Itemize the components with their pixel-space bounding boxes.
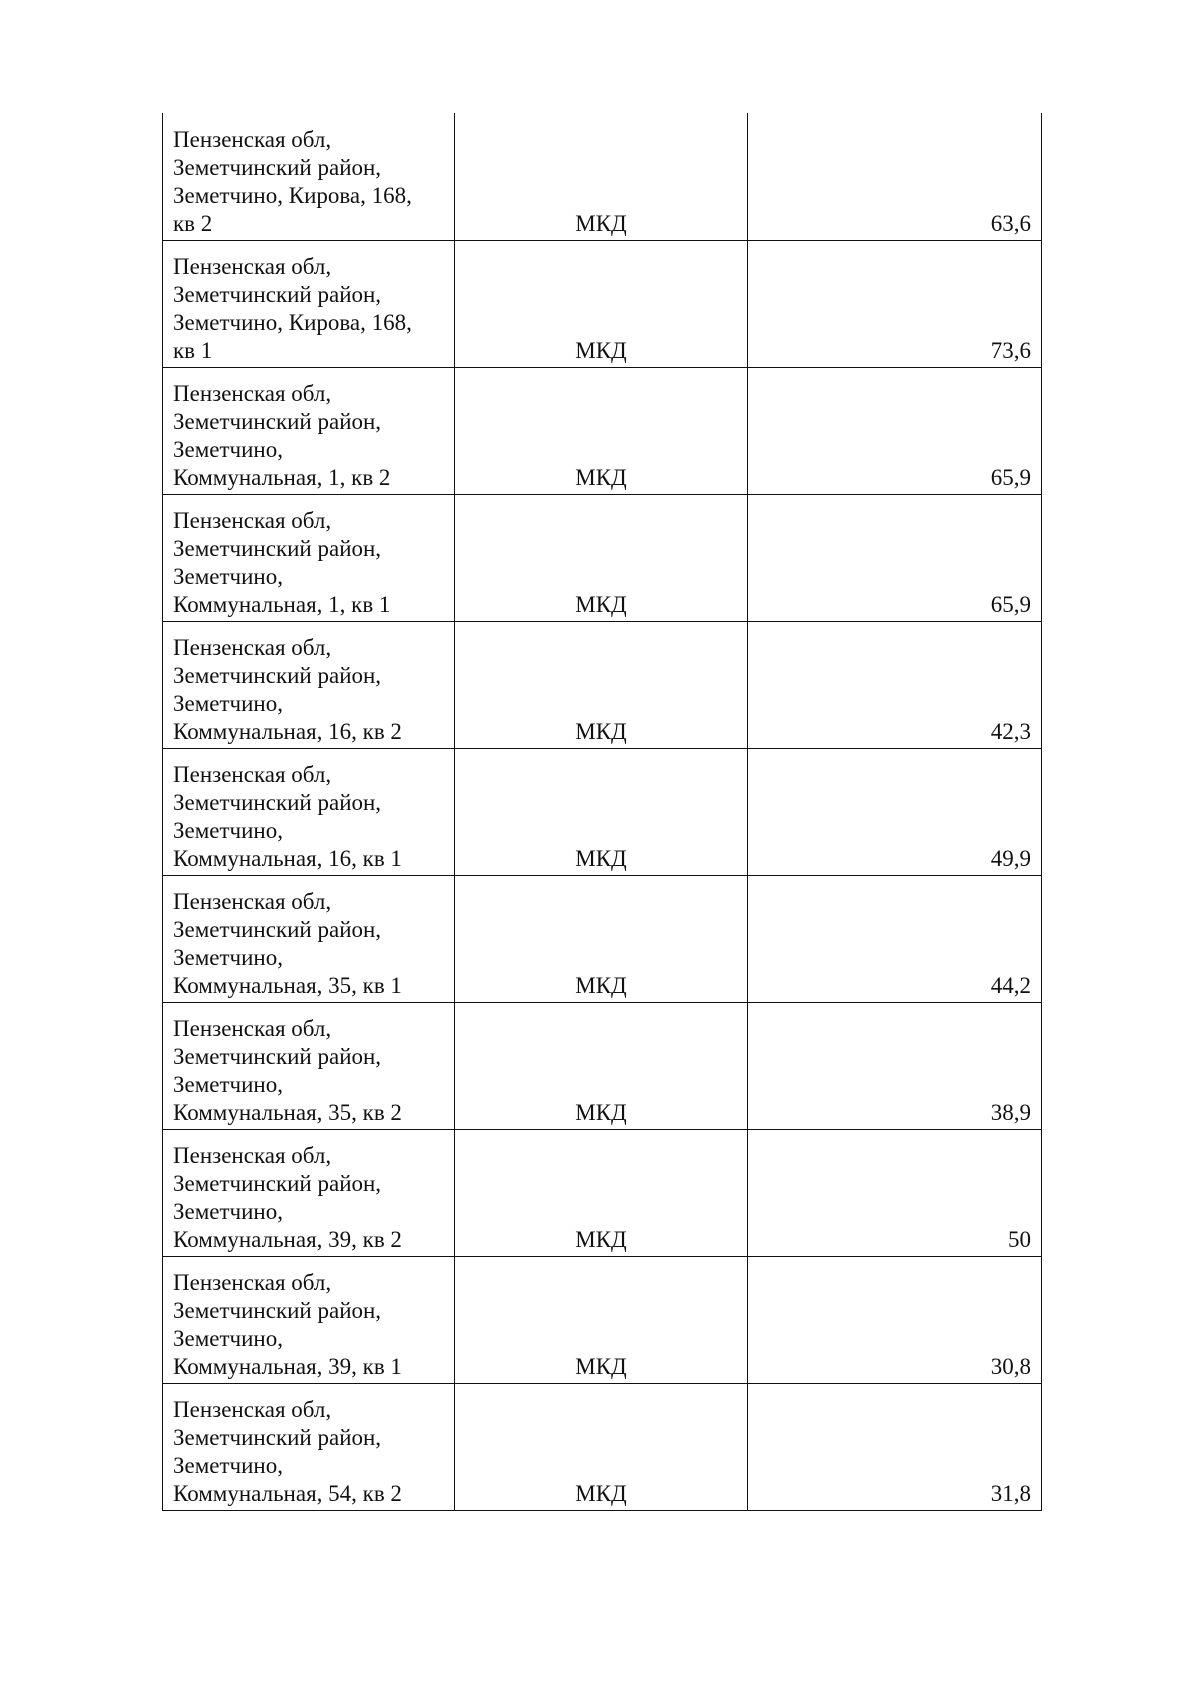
- address-line: Земетчинский район,: [173, 154, 382, 180]
- type-value: МКД: [575, 718, 627, 744]
- address-line: Пензенская обл,: [173, 253, 332, 279]
- area-value: 49,9: [990, 845, 1031, 871]
- address-line: Земетчинский район,: [173, 535, 382, 561]
- area-cell: [748, 1383, 1042, 1510]
- table-row: [163, 621, 1042, 748]
- address-line: Пензенская обл,: [173, 507, 332, 533]
- address-line: Земетчинский район,: [173, 281, 382, 307]
- address-line: Пензенская обл,: [173, 634, 332, 660]
- table-row: [163, 494, 1042, 621]
- type-value: МКД: [575, 1353, 627, 1379]
- area-cell: [748, 367, 1042, 494]
- address-line: Земетчинский район,: [173, 1043, 382, 1069]
- property-table: [162, 113, 1042, 1511]
- type-cell: [455, 1383, 748, 1510]
- address-cell: [163, 1002, 455, 1129]
- type-cell: [455, 494, 748, 621]
- area-value: 38,9: [990, 1099, 1031, 1125]
- address-line: Коммунальная, 1, кв 2: [173, 464, 391, 490]
- type-value: МКД: [575, 337, 627, 363]
- address-cell: [163, 1256, 455, 1383]
- address-line: Земетчинский район,: [173, 1424, 382, 1450]
- area-value: 31,8: [990, 1480, 1031, 1506]
- address-line: Земетчино,: [173, 944, 283, 970]
- address-line: Пензенская обл,: [173, 761, 332, 787]
- address-line: Коммунальная, 35, кв 1: [173, 972, 402, 998]
- address-line: Земетчино,: [173, 436, 283, 462]
- address-cell: [163, 1129, 455, 1256]
- area-cell: [748, 1002, 1042, 1129]
- type-value: МКД: [575, 845, 627, 871]
- address-cell: [163, 621, 455, 748]
- type-value: МКД: [575, 210, 627, 236]
- type-cell: [455, 1129, 748, 1256]
- table-row: [163, 113, 1042, 240]
- address-line: Пензенская обл,: [173, 888, 332, 914]
- type-cell: [455, 748, 748, 875]
- address-line: Земетчино,: [173, 817, 283, 843]
- address-line: Земетчинский район,: [173, 916, 382, 942]
- type-value: МКД: [575, 591, 627, 617]
- table-row: [163, 1002, 1042, 1129]
- table-row: [163, 748, 1042, 875]
- address-line: Коммунальная, 16, кв 2: [173, 718, 402, 744]
- address-line: Земетчино, Кирова, 168,: [173, 182, 412, 208]
- type-cell: [455, 240, 748, 367]
- area-value: 30,8: [990, 1353, 1031, 1379]
- area-value: 63,6: [990, 210, 1031, 236]
- address-line: Земетчинский район,: [173, 1170, 382, 1196]
- type-cell: [455, 1002, 748, 1129]
- address-line: Коммунальная, 1, кв 1: [173, 591, 391, 617]
- address-line: Пензенская обл,: [173, 126, 332, 152]
- area-cell: [748, 875, 1042, 1002]
- address-cell: [163, 875, 455, 1002]
- table-row: [163, 875, 1042, 1002]
- address-line: Коммунальная, 54, кв 2: [173, 1480, 402, 1506]
- area-cell: [748, 748, 1042, 875]
- address-line: Коммунальная, 16, кв 1: [173, 845, 402, 871]
- type-value: МКД: [575, 1099, 627, 1125]
- area-cell: [748, 621, 1042, 748]
- table-row: [163, 367, 1042, 494]
- address-line: Земетчинский район,: [173, 408, 382, 434]
- address-cell: [163, 1383, 455, 1510]
- address-line: Земетчино,: [173, 690, 283, 716]
- address-line: Пензенская обл,: [173, 1269, 332, 1295]
- address-line: Земетчинский район,: [173, 662, 382, 688]
- address-line: Пензенская обл,: [173, 1396, 332, 1422]
- table-row: [163, 240, 1042, 367]
- address-line: Земетчино,: [173, 563, 283, 589]
- address-line: кв 1: [173, 337, 213, 363]
- address-cell: [163, 113, 455, 240]
- address-cell: [163, 367, 455, 494]
- address-line: кв 2: [173, 210, 213, 236]
- area-cell: [748, 1129, 1042, 1256]
- type-value: МКД: [575, 464, 627, 490]
- area-cell: [748, 113, 1042, 240]
- address-line: Коммунальная, 39, кв 1: [173, 1353, 402, 1379]
- address-line: Земетчинский район,: [173, 789, 382, 815]
- area-cell: [748, 1256, 1042, 1383]
- area-value: 65,9: [990, 464, 1031, 490]
- area-value: 42,3: [990, 718, 1031, 744]
- area-value: 73,6: [990, 337, 1031, 363]
- table-row: [163, 1129, 1042, 1256]
- address-cell: [163, 494, 455, 621]
- type-value: МКД: [575, 972, 627, 998]
- area-value: 65,9: [990, 591, 1031, 617]
- address-line: Земетчино,: [173, 1325, 283, 1351]
- address-line: Земетчинский район,: [173, 1297, 382, 1323]
- address-line: Земетчино,: [173, 1071, 283, 1097]
- type-value: МКД: [575, 1480, 627, 1506]
- type-cell: [455, 113, 748, 240]
- address-line: Земетчино,: [173, 1198, 283, 1224]
- address-cell: [163, 240, 455, 367]
- type-cell: [455, 1256, 748, 1383]
- type-cell: [455, 621, 748, 748]
- type-value: МКД: [575, 1226, 627, 1252]
- address-cell: [163, 748, 455, 875]
- type-cell: [455, 367, 748, 494]
- area-cell: [748, 494, 1042, 621]
- table-row: [163, 1383, 1042, 1510]
- address-line: Земетчино,: [173, 1452, 283, 1478]
- address-line: Пензенская обл,: [173, 1142, 332, 1168]
- address-line: Коммунальная, 39, кв 2: [173, 1226, 402, 1252]
- address-line: Пензенская обл,: [173, 1015, 332, 1041]
- area-value: 50: [1008, 1226, 1031, 1252]
- area-cell: [748, 240, 1042, 367]
- property-table-body: [163, 113, 1042, 1510]
- area-value: 44,2: [990, 972, 1031, 998]
- address-line: Пензенская обл,: [173, 380, 332, 406]
- address-line: Земетчино, Кирова, 168,: [173, 309, 412, 335]
- table-row: [163, 1256, 1042, 1383]
- address-line: Коммунальная, 35, кв 2: [173, 1099, 402, 1125]
- type-cell: [455, 875, 748, 1002]
